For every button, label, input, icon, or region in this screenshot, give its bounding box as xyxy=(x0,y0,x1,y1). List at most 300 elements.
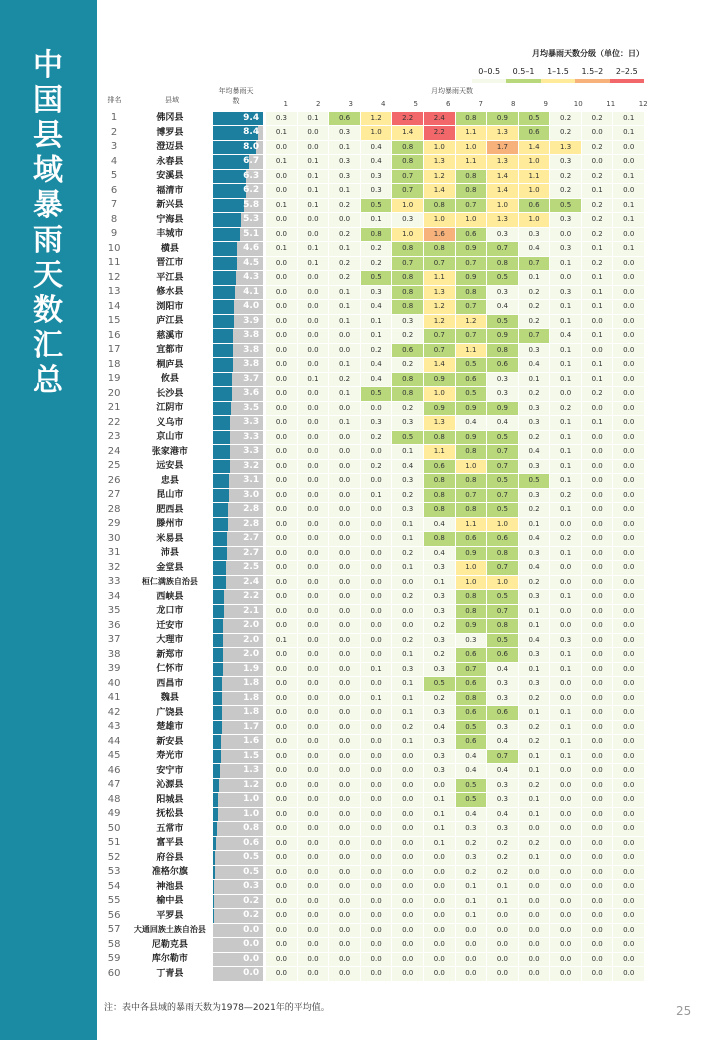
month-cell: 0.1 xyxy=(298,155,329,169)
county-cell: 大理市 xyxy=(156,635,184,645)
annual-bar xyxy=(213,300,234,314)
annual-value: 4.3 xyxy=(243,272,260,282)
month-cell: 0.0 xyxy=(329,460,360,474)
month-cell: 0.7 xyxy=(487,605,518,619)
month-cell: 0.0 xyxy=(298,503,329,517)
month-cell: 0.0 xyxy=(613,648,644,662)
month-cell: 0.0 xyxy=(266,721,297,735)
annual-value: 0.0 xyxy=(243,968,260,978)
annual-bar xyxy=(213,358,233,372)
month-cell: 0.0 xyxy=(298,213,329,227)
month-cell: 0.0 xyxy=(582,866,613,880)
month-cell: 0.0 xyxy=(487,967,518,981)
month-cell: 1.0 xyxy=(392,199,423,213)
rank-cell: 29 xyxy=(107,518,121,529)
rank-cell: 45 xyxy=(107,750,121,761)
annual-bar-cell xyxy=(213,808,263,822)
month-cell: 0.4 xyxy=(519,242,550,256)
month-cell: 0.8 xyxy=(456,474,487,488)
month-cell: 0.0 xyxy=(266,460,297,474)
month-cell: 0.7 xyxy=(424,344,455,358)
table-row xyxy=(101,836,645,851)
month-cell: 0.0 xyxy=(266,184,297,198)
month-cell: 0.0 xyxy=(329,938,360,952)
month-cell: 0.1 xyxy=(519,373,550,387)
month-cell: 0.8 xyxy=(392,271,423,285)
rank-cell: 37 xyxy=(107,634,121,645)
annual-bar-cell xyxy=(213,909,263,923)
month-cell: 0.1 xyxy=(613,170,644,184)
month-cell: 0.0 xyxy=(550,764,581,778)
rank-cell: 33 xyxy=(107,576,121,587)
month-cell: 0.3 xyxy=(424,605,455,619)
month-cell: 0.0 xyxy=(266,605,297,619)
rank-cell: 13 xyxy=(107,286,121,297)
annual-value: 8.4 xyxy=(243,127,260,137)
month-cell: 0.2 xyxy=(550,184,581,198)
month-cell: 0.0 xyxy=(329,431,360,445)
month-cell: 0.9 xyxy=(487,329,518,343)
annual-bar xyxy=(213,460,230,474)
rank-cell: 49 xyxy=(107,808,121,819)
month-cell: 0.0 xyxy=(361,967,392,981)
table-row xyxy=(101,677,645,692)
month-cell: 0.1 xyxy=(361,692,392,706)
month-cell: 0.7 xyxy=(456,257,487,271)
annual-bar xyxy=(213,373,233,387)
month-cell: 0.0 xyxy=(519,938,550,952)
month-cell: 1.0 xyxy=(392,228,423,242)
annual-bar xyxy=(213,895,214,909)
month-cell: 1.4 xyxy=(487,184,518,198)
month-cell: 0.8 xyxy=(487,547,518,561)
annual-value: 2.2 xyxy=(243,591,260,601)
annual-bar xyxy=(213,735,222,749)
month-cell: 0.0 xyxy=(550,677,581,691)
rank-cell: 56 xyxy=(107,909,121,921)
month-cell: 0.8 xyxy=(456,184,487,198)
month-cell: 0.1 xyxy=(550,373,581,387)
month-cell: 0.1 xyxy=(329,416,360,430)
table-row xyxy=(101,140,645,155)
month-cell: 0.0 xyxy=(298,387,329,401)
month-cell: 0.0 xyxy=(613,286,644,300)
rank-cell: 30 xyxy=(107,532,121,544)
month-cell: 0.1 xyxy=(519,750,550,764)
annual-bar xyxy=(213,909,214,923)
county-cell: 博罗县 xyxy=(156,127,184,138)
month-cell: 0.1 xyxy=(392,706,423,720)
month-cell: 0.3 xyxy=(456,851,487,865)
month-cell: 0.0 xyxy=(298,895,329,909)
month-cell: 0.0 xyxy=(266,576,297,590)
month-cell: 0.0 xyxy=(613,561,644,575)
county-cell: 慈溪市 xyxy=(156,330,184,341)
month-cell: 0.6 xyxy=(487,648,518,662)
month-cell: 0.0 xyxy=(266,953,297,967)
month-cell: 0.3 xyxy=(424,750,455,764)
month-cell: 0.7 xyxy=(456,329,487,343)
month-cell: 1.4 xyxy=(519,141,550,155)
annual-value: 3.0 xyxy=(243,489,260,500)
header-monthly: 月均暴雨天数 xyxy=(431,87,473,95)
month-cell: 0.0 xyxy=(392,909,423,923)
county-cell: 新安县 xyxy=(156,736,184,747)
month-cell: 0.0 xyxy=(392,764,423,778)
month-cell: 1.3 xyxy=(424,286,455,300)
month-cell: 0.6 xyxy=(329,112,360,126)
month-cell: 0.1 xyxy=(392,677,423,691)
month-cell: 0.0 xyxy=(298,228,329,242)
annual-value: 4.5 xyxy=(243,257,260,268)
month-cell: 1.0 xyxy=(456,141,487,155)
legend-label: 0–0.5 xyxy=(478,67,501,76)
month-cell: 0.1 xyxy=(582,184,613,198)
month-cell: 0.0 xyxy=(266,880,297,894)
annual-bar xyxy=(213,199,244,213)
month-cell: 0.0 xyxy=(329,445,360,459)
table-row xyxy=(101,343,645,358)
county-cell: 榆中县 xyxy=(156,896,184,906)
month-cell: 0.1 xyxy=(582,286,613,300)
month-cell: 0.0 xyxy=(613,155,644,169)
annual-bar-cell xyxy=(213,576,263,590)
month-cell: 0.0 xyxy=(361,750,392,764)
month-cell: 0.0 xyxy=(613,416,644,430)
month-cell: 0.7 xyxy=(392,184,423,198)
month-cell: 0.0 xyxy=(266,344,297,358)
month-cell: 0.0 xyxy=(361,880,392,894)
month-cell: 0.1 xyxy=(298,242,329,256)
month-cell: 0.2 xyxy=(550,532,581,546)
annual-value: 0.2 xyxy=(243,910,260,920)
table-row xyxy=(101,662,645,677)
month-cell: 0.0 xyxy=(329,909,360,923)
legend-color-bar xyxy=(472,79,644,83)
month-cell: 1.2 xyxy=(424,315,455,329)
month-cell: 0.0 xyxy=(329,648,360,662)
month-cell: 0.3 xyxy=(487,793,518,807)
month-cell: 0.3 xyxy=(424,590,455,604)
month-cell: 0.8 xyxy=(392,300,423,314)
month-cell: 0.1 xyxy=(392,518,423,532)
table-row xyxy=(101,445,645,460)
month-cell: 0.0 xyxy=(329,895,360,909)
month-cell: 0.0 xyxy=(361,909,392,923)
month-cell: 0.0 xyxy=(361,532,392,546)
month-cell: 0.2 xyxy=(392,634,423,648)
annual-value: 0.5 xyxy=(243,866,260,877)
annual-bar xyxy=(213,880,215,894)
month-cell: 1.4 xyxy=(392,126,423,140)
county-cell: 神池县 xyxy=(156,881,184,892)
annual-value: 1.0 xyxy=(243,808,260,819)
month-cell: 0.3 xyxy=(424,663,455,677)
table-row xyxy=(101,329,645,344)
month-cell: 0.4 xyxy=(550,329,581,343)
rank-cell: 54 xyxy=(107,880,121,892)
table-row xyxy=(101,749,645,764)
month-cell: 0.9 xyxy=(424,373,455,387)
rank-cell: 2 xyxy=(110,126,118,138)
county-cell: 龙口市 xyxy=(156,606,184,616)
annual-value: 2.4 xyxy=(243,576,260,587)
month-cell: 0.0 xyxy=(361,808,392,822)
month-cell: 0.2 xyxy=(519,735,550,749)
month-cell: 0.2 xyxy=(519,315,550,329)
month-cell: 0.1 xyxy=(329,242,360,256)
month-cell: 0.0 xyxy=(392,851,423,865)
month-cell: 1.0 xyxy=(424,141,455,155)
month-cell: 0.4 xyxy=(519,561,550,575)
month-cell: 0.0 xyxy=(613,474,644,488)
month-cell: 0.6 xyxy=(456,677,487,691)
month-cell: 0.0 xyxy=(613,503,644,517)
annual-value: 3.2 xyxy=(243,460,260,471)
annual-bar xyxy=(213,634,224,648)
month-cell: 0.0 xyxy=(582,474,613,488)
month-cell: 0.0 xyxy=(298,271,329,285)
month-cell: 0.3 xyxy=(519,228,550,242)
month-header: 1 xyxy=(283,100,288,108)
county-cell: 忠县 xyxy=(160,475,179,486)
month-cell: 0.0 xyxy=(613,431,644,445)
month-header: 4 xyxy=(381,100,386,108)
month-cell: 0.3 xyxy=(487,373,518,387)
month-cell: 0.1 xyxy=(519,271,550,285)
month-cell: 0.1 xyxy=(550,663,581,677)
annual-bar xyxy=(213,619,224,633)
county-cell: 长沙县 xyxy=(156,388,184,399)
month-cell: 0.8 xyxy=(487,619,518,633)
table-row xyxy=(101,459,645,474)
month-cell: 0.9 xyxy=(456,619,487,633)
table-row xyxy=(101,285,645,300)
month-cell: 0.0 xyxy=(392,822,423,836)
month-cell: 0.2 xyxy=(550,489,581,503)
month-cell: 0.7 xyxy=(487,460,518,474)
month-cell: 0.0 xyxy=(613,967,644,981)
month-cell: 0.4 xyxy=(519,358,550,372)
month-cell: 0.0 xyxy=(487,938,518,952)
month-cell: 0.0 xyxy=(266,416,297,430)
month-cell: 0.1 xyxy=(582,300,613,314)
month-cell: 0.0 xyxy=(329,851,360,865)
rank-cell: 21 xyxy=(107,402,121,413)
month-cell: 0.0 xyxy=(298,286,329,300)
month-cell: 0.9 xyxy=(487,402,518,416)
month-cell: 0.3 xyxy=(266,112,297,126)
month-cell: 0.0 xyxy=(582,793,613,807)
table-row xyxy=(101,851,645,866)
annual-bar-cell xyxy=(213,822,263,836)
annual-value: 4.6 xyxy=(243,243,260,253)
month-cell: 0.0 xyxy=(613,808,644,822)
month-cell: 0.0 xyxy=(266,750,297,764)
annual-bar-cell xyxy=(213,692,263,706)
month-cell: 0.7 xyxy=(456,663,487,677)
month-cell: 0.0 xyxy=(613,851,644,865)
table-row xyxy=(101,517,645,532)
month-cell: 0.0 xyxy=(329,329,360,343)
county-cell: 新郑市 xyxy=(156,649,184,660)
legend-label: 2–2.5 xyxy=(615,67,638,76)
month-cell: 0.1 xyxy=(582,329,613,343)
month-cell: 0.1 xyxy=(550,300,581,314)
month-cell: 0.5 xyxy=(487,634,518,648)
month-cell: 0.0 xyxy=(613,735,644,749)
month-cell: 0.8 xyxy=(456,503,487,517)
month-cell: 0.8 xyxy=(424,503,455,517)
month-cell: 0.0 xyxy=(582,431,613,445)
month-cell: 2.2 xyxy=(392,112,423,126)
month-cell: 0.0 xyxy=(613,141,644,155)
month-cell: 0.7 xyxy=(392,257,423,271)
county-cell: 仁怀市 xyxy=(156,664,184,674)
month-cell: 0.1 xyxy=(613,126,644,140)
month-cell: 0.0 xyxy=(582,721,613,735)
annual-value: 0.5 xyxy=(243,852,260,862)
month-cell: 0.5 xyxy=(487,590,518,604)
month-cell: 0.2 xyxy=(392,489,423,503)
month-cell: 0.0 xyxy=(582,648,613,662)
month-cell: 0.0 xyxy=(582,489,613,503)
month-cell: 0.0 xyxy=(550,837,581,851)
annual-bar-cell xyxy=(213,286,263,300)
month-cell: 0.0 xyxy=(519,880,550,894)
month-cell: 1.2 xyxy=(424,170,455,184)
month-cell: 0.0 xyxy=(266,779,297,793)
table-row xyxy=(101,691,645,706)
month-cell: 0.2 xyxy=(456,837,487,851)
annual-bar-cell xyxy=(213,402,263,416)
month-cell: 0.2 xyxy=(519,576,550,590)
month-cell: 0.0 xyxy=(298,822,329,836)
annual-value: 2.0 xyxy=(243,649,260,659)
month-cell: 0.6 xyxy=(392,344,423,358)
month-cell: 0.7 xyxy=(487,242,518,256)
month-cell: 0.8 xyxy=(392,242,423,256)
month-cell: 0.8 xyxy=(392,141,423,155)
month-header: 7 xyxy=(478,100,483,108)
month-cell: 0.0 xyxy=(298,547,329,561)
month-cell: 0.1 xyxy=(424,576,455,590)
month-cell: 0.9 xyxy=(456,431,487,445)
month-cell: 0.5 xyxy=(456,387,487,401)
county-cell: 修水县 xyxy=(156,287,184,297)
month-cell: 0.0 xyxy=(582,561,613,575)
annual-bar xyxy=(213,648,224,662)
month-cell: 0.0 xyxy=(613,924,644,938)
month-cell: 0.0 xyxy=(392,924,423,938)
month-cell: 0.7 xyxy=(519,329,550,343)
month-cell: 0.8 xyxy=(456,590,487,604)
month-cell: 0.0 xyxy=(456,967,487,981)
month-cell: 0.0 xyxy=(613,706,644,720)
county-cell: 京山市 xyxy=(156,432,184,442)
month-cell: 0.0 xyxy=(424,851,455,865)
month-cell: 0.2 xyxy=(582,228,613,242)
month-cell: 0.8 xyxy=(424,242,455,256)
month-cell: 1.1 xyxy=(456,126,487,140)
month-cell: 0.1 xyxy=(613,112,644,126)
month-cell: 0.1 xyxy=(550,344,581,358)
legend-label: 0.5–1 xyxy=(512,67,535,76)
month-cell: 0.1 xyxy=(582,373,613,387)
month-cell: 0.0 xyxy=(298,924,329,938)
month-cell: 0.1 xyxy=(392,735,423,749)
month-cell: 0.0 xyxy=(266,967,297,981)
annual-value: 1.2 xyxy=(243,779,260,790)
month-cell: 0.5 xyxy=(519,112,550,126)
month-cell: 0.0 xyxy=(329,837,360,851)
rank-cell: 20 xyxy=(107,387,121,399)
rank-cell: 34 xyxy=(107,590,121,602)
table-row xyxy=(101,735,645,750)
month-cell: 0.0 xyxy=(266,866,297,880)
annual-value: 1.6 xyxy=(243,736,260,746)
month-cell: 0.3 xyxy=(392,416,423,430)
month-cell: 0.0 xyxy=(613,518,644,532)
table-row xyxy=(101,793,645,808)
month-cell: 0.0 xyxy=(582,924,613,938)
county-cell: 阳城县 xyxy=(156,794,184,805)
month-cell: 0.0 xyxy=(361,764,392,778)
month-cell: 0.2 xyxy=(487,851,518,865)
month-cell: 1.0 xyxy=(361,126,392,140)
rank-cell: 26 xyxy=(107,474,121,486)
annual-value: 3.5 xyxy=(243,402,260,413)
annual-bar-cell xyxy=(213,387,263,401)
month-cell: 0.0 xyxy=(519,895,550,909)
month-cell: 0.0 xyxy=(298,706,329,720)
county-cell: 横县 xyxy=(160,243,179,254)
annual-bar-cell xyxy=(213,634,263,648)
month-cell: 0.0 xyxy=(329,590,360,604)
county-cell: 桓仁满族自治县 xyxy=(141,577,198,586)
month-cell: 0.0 xyxy=(424,779,455,793)
month-cell: 0.3 xyxy=(550,155,581,169)
month-cell: 1.3 xyxy=(424,155,455,169)
month-cell: 0.0 xyxy=(329,692,360,706)
month-cell: 1.3 xyxy=(487,155,518,169)
table-row xyxy=(101,923,645,938)
annual-bar-cell xyxy=(213,300,263,314)
month-cell: 0.0 xyxy=(266,663,297,677)
month-cell: 0.2 xyxy=(519,387,550,401)
annual-bar xyxy=(213,416,231,430)
rank-cell: 8 xyxy=(110,213,118,225)
rank-cell: 11 xyxy=(107,257,121,268)
table-row xyxy=(101,126,645,141)
month-cell: 0.5 xyxy=(392,431,423,445)
month-cell: 0.0 xyxy=(266,706,297,720)
sidebar-band xyxy=(0,0,97,1040)
annual-value: 2.7 xyxy=(243,533,260,543)
month-cell: 0.1 xyxy=(361,315,392,329)
rank-cell: 42 xyxy=(107,706,121,718)
county-cell: 桐庐县 xyxy=(156,359,184,370)
month-cell: 0.0 xyxy=(613,344,644,358)
month-cell: 0.0 xyxy=(298,880,329,894)
month-cell: 0.1 xyxy=(519,663,550,677)
month-cell: 0.0 xyxy=(613,938,644,952)
month-cell: 0.1 xyxy=(550,416,581,430)
month-cell: 0.1 xyxy=(329,286,360,300)
rank-cell: 36 xyxy=(107,619,121,631)
month-cell: 0.1 xyxy=(392,561,423,575)
month-cell: 0.8 xyxy=(487,344,518,358)
